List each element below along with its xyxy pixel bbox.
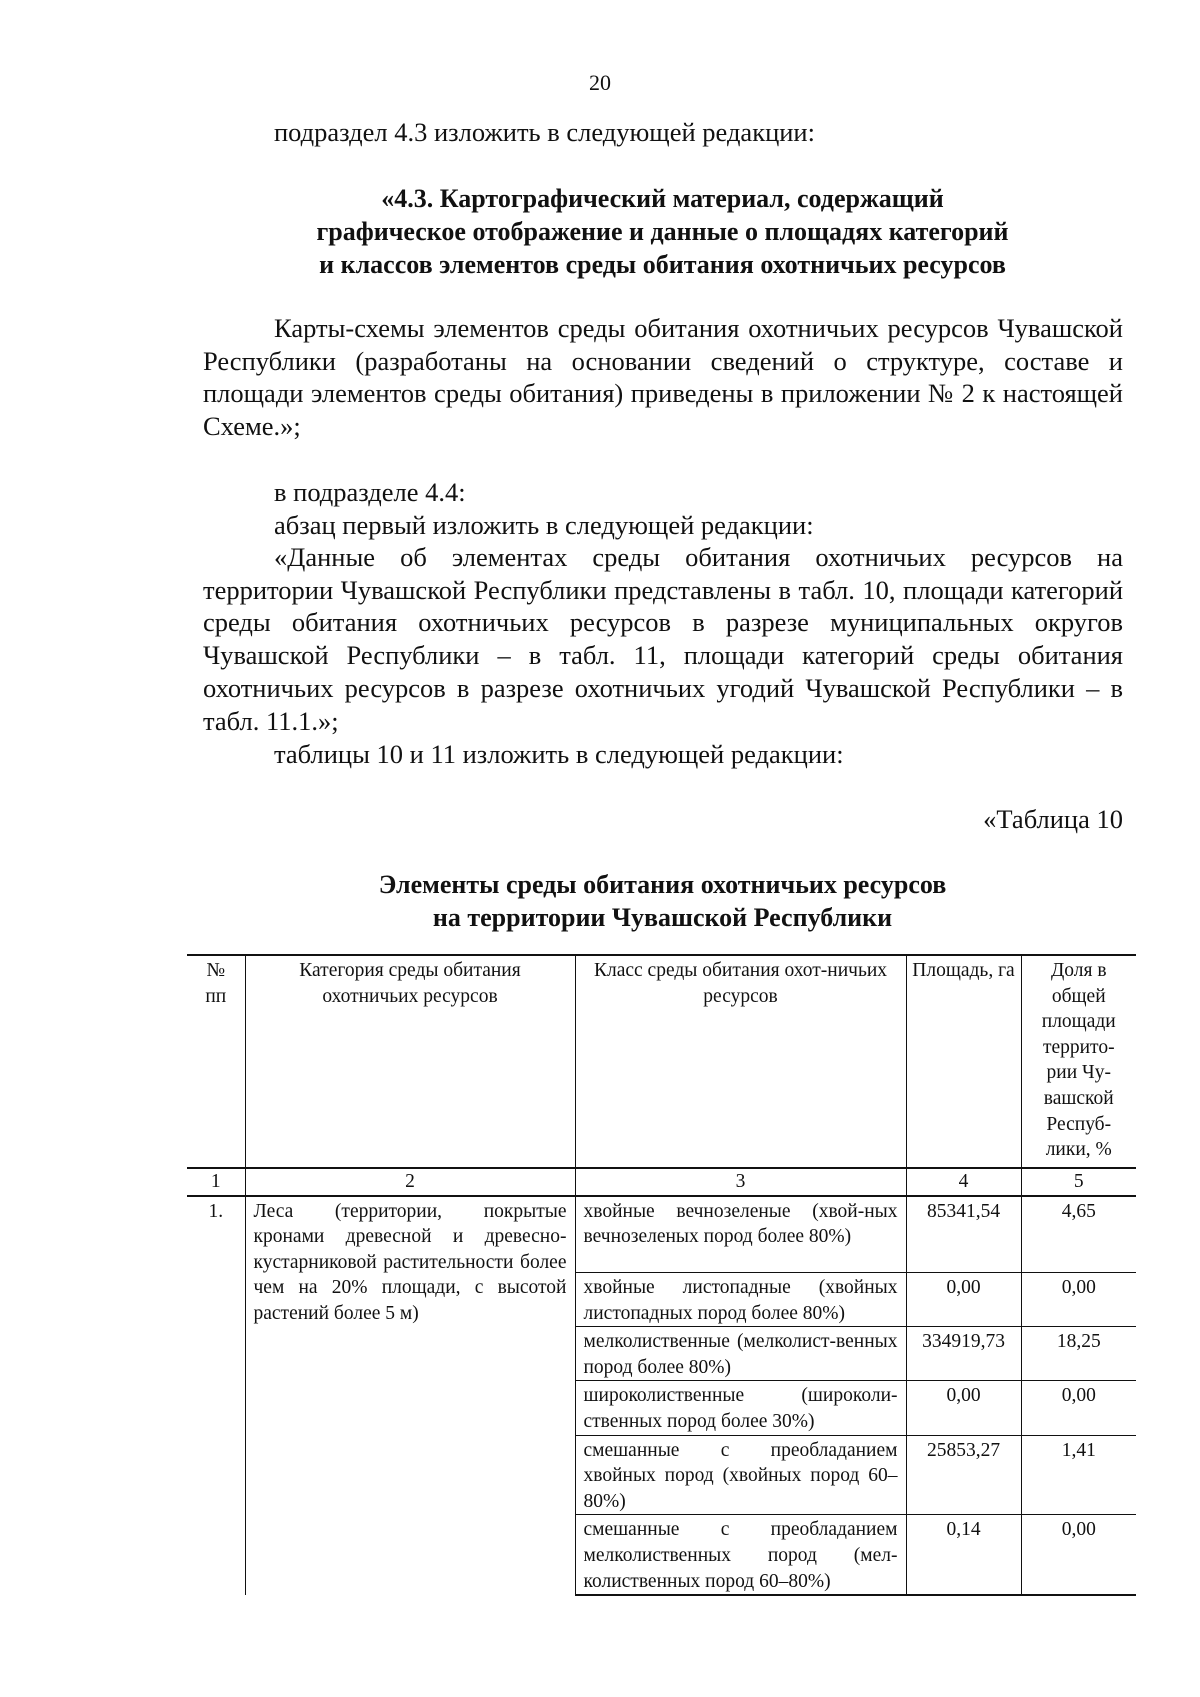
table-header-row (187, 955, 1136, 1168)
heading-line: «4.3. Картографический материал, содержащий (381, 184, 944, 213)
class-cell: хвойные листопадные (хвойных листопадных пород более 80%) (575, 1273, 906, 1327)
header-category: Категория среды обитания охотничьих ресурсов (245, 955, 575, 1168)
col-number: 4 (906, 1168, 1021, 1196)
class-cell: смешанные с преобладанием хвойных пород (хвойных пород 60–80%) (575, 1435, 906, 1515)
share-cell: 0,00 (1021, 1273, 1136, 1327)
share-cell: 18,25 (1021, 1327, 1136, 1381)
data-paragraph: «Данные об элементах среды обитания охотничьих ресурсов на территории Чувашской Республики представлены в табл. 10, площади категорий среды обитания охотничьих ресурсов в разрезе муниципальных округов Чувашской Республики – в табл. 11, площади категорий среды обитания охотничьих ресурсов в разрезе охотничьих угодий Чувашской Республики – в табл. 11.1.»; (203, 542, 1123, 736)
page-number: 20 (589, 70, 611, 95)
heading-line: и классов элементов среды обитания охотничьих ресурсов (319, 250, 1006, 279)
table-label: «Таблица 10 (983, 804, 1123, 834)
area-cell: 0,14 (906, 1515, 1021, 1595)
intro-text: подраздел 4.3 изложить в следующей редакции: (274, 117, 815, 147)
class-cell: широколиственные (широколи-ственных пород более 30%) (575, 1381, 906, 1435)
col-number: 5 (1021, 1168, 1136, 1196)
intro-text: таблицы 10 и 11 изложить в следующей редакции: (274, 739, 844, 769)
header-class: Класс среды обитания охот-ничьих ресурсов (575, 955, 906, 1168)
share-cell: 1,41 (1021, 1435, 1136, 1515)
heading-line: графическое отображение и данные о площадях категорий (316, 217, 1009, 246)
area-cell: 0,00 (906, 1273, 1021, 1327)
share-cell: 0,00 (1021, 1381, 1136, 1435)
share-cell: 4,65 (1021, 1196, 1136, 1273)
share-cell: 0,00 (1021, 1515, 1136, 1595)
table-title (200, 868, 1125, 934)
class-cell: мелколиственные (мелколист-венных пород более 80%) (575, 1327, 906, 1381)
class-cell: смешанные с преобладанием мелколиственных пород (мел-колиственных пород 60–80%) (575, 1515, 906, 1595)
intro-text: абзац первый изложить в следующей редакции: (274, 510, 814, 540)
intro-text: в подразделе 4.4: (274, 477, 466, 507)
area-cell: 85341,54 (906, 1196, 1021, 1273)
column-numbers-row (187, 1168, 1136, 1196)
col-number: 1 (187, 1168, 245, 1196)
section-heading (200, 182, 1125, 281)
col-number: 2 (245, 1168, 575, 1196)
category-cell: Леса (территории, покрытые кронами древесной и древесно-кустарниковой растительности более чем на 20% площади, с высотой растений более 5 м) (245, 1196, 575, 1596)
table-title-line: на территории Чувашской Республики (432, 903, 893, 932)
header-no: № пп (187, 955, 245, 1168)
area-cell: 25853,27 (906, 1435, 1021, 1515)
maps-paragraph: Карты-схемы элементов среды обитания охотничьих ресурсов Чувашской Республики (разработаны на основании сведений о структуре, составе и площади элементов среды обитания) приведены в приложении № 2 к настоящей Схеме.»; (203, 313, 1123, 442)
area-cell: 0,00 (906, 1381, 1021, 1435)
header-share: Доля в общей площади террито-рии Чу-вашской Респуб-лики, % (1021, 955, 1136, 1168)
habitat-table (187, 954, 1136, 1596)
row-number: 1. (187, 1196, 245, 1596)
col-number: 3 (575, 1168, 906, 1196)
header-area: Площадь, га (906, 955, 1021, 1168)
table-title-line: Элементы среды обитания охотничьих ресурсов (378, 870, 947, 899)
class-cell: хвойные вечнозеленые (хвой-ных вечнозеленых пород более 80%) (575, 1196, 906, 1273)
area-cell: 334919,73 (906, 1327, 1021, 1381)
table-row (187, 1196, 1136, 1273)
